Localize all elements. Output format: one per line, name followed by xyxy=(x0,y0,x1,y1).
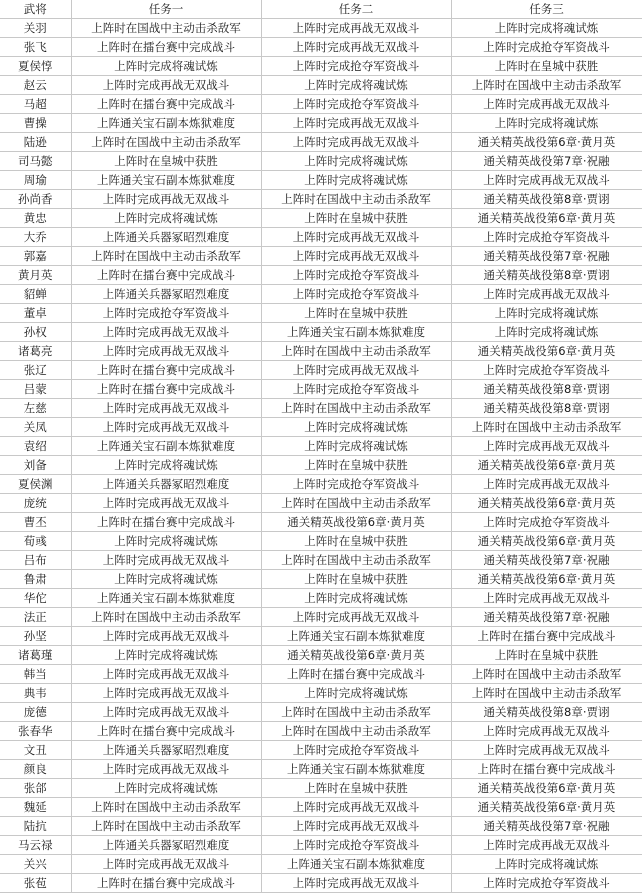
cell-task-2: 上阵时完成再战无双战斗 xyxy=(261,874,451,893)
cell-task-2: 上阵时在皇城中获胜 xyxy=(261,570,451,589)
cell-task-3: 通关精英战役第7章·祝融 xyxy=(451,551,642,570)
cell-task-3: 通关精英战役第8章·贾诩 xyxy=(451,266,642,285)
cell-task-1: 上阵时在擂台赛中完成战斗 xyxy=(71,38,261,57)
cell-task-3: 上阵时在擂台赛中完成战斗 xyxy=(451,627,642,646)
cell-task-1: 上阵时完成将魂试炼 xyxy=(71,646,261,665)
cell-task-2: 上阵时完成抢夺军资战斗 xyxy=(261,741,451,760)
cell-task-2: 上阵时在皇城中获胜 xyxy=(261,209,451,228)
cell-task-1: 上阵时在国战中主动击杀敌军 xyxy=(71,247,261,266)
cell-general: 郭嘉 xyxy=(0,247,71,266)
table-row xyxy=(0,627,642,646)
cell-task-1: 上阵通关兵器冢昭烈难度 xyxy=(71,285,261,304)
cell-general: 庞德 xyxy=(0,703,71,722)
cell-task-1: 上阵通关宝石副本炼狱难度 xyxy=(71,114,261,133)
cell-task-3: 上阵时在国战中主动击杀敌军 xyxy=(451,418,642,437)
cell-task-1: 上阵时完成再战无双战斗 xyxy=(71,684,261,703)
cell-general: 颜良 xyxy=(0,760,71,779)
table-row xyxy=(0,722,642,741)
cell-general: 文丑 xyxy=(0,741,71,760)
cell-task-3: 上阵时在皇城中获胜 xyxy=(451,646,642,665)
cell-task-2: 上阵时完成再战无双战斗 xyxy=(261,817,451,836)
cell-general: 袁绍 xyxy=(0,437,71,456)
table-row xyxy=(0,532,642,551)
cell-task-1: 上阵时完成将魂试炼 xyxy=(71,456,261,475)
table-row xyxy=(0,741,642,760)
table-row xyxy=(0,437,642,456)
table-row xyxy=(0,228,642,247)
cell-task-3: 上阵时在国战中主动击杀敌军 xyxy=(451,76,642,95)
cell-task-3: 上阵时完成再战无双战斗 xyxy=(451,437,642,456)
table-row xyxy=(0,247,642,266)
cell-task-3: 上阵时在擂台赛中完成战斗 xyxy=(451,760,642,779)
cell-general: 关凤 xyxy=(0,418,71,437)
cell-task-2: 上阵时完成再战无双战斗 xyxy=(261,608,451,627)
cell-general: 夏侯渊 xyxy=(0,475,71,494)
header-general: 武将 xyxy=(0,0,71,19)
table-row xyxy=(0,494,642,513)
cell-task-1: 上阵时完成再战无双战斗 xyxy=(71,418,261,437)
cell-task-2: 上阵时完成将魂试炼 xyxy=(261,437,451,456)
cell-task-3: 上阵时完成将魂试炼 xyxy=(451,855,642,874)
cell-task-1: 上阵时完成再战无双战斗 xyxy=(71,627,261,646)
cell-task-1: 上阵时在皇城中获胜 xyxy=(71,152,261,171)
cell-task-1: 上阵通关宝石副本炼狱难度 xyxy=(71,589,261,608)
table-row xyxy=(0,133,642,152)
cell-task-3: 上阵时完成再战无双战斗 xyxy=(451,741,642,760)
cell-general: 吕蒙 xyxy=(0,380,71,399)
table-row xyxy=(0,513,642,532)
cell-task-3: 通关精英战役第8章·贾诩 xyxy=(451,380,642,399)
table-row xyxy=(0,798,642,817)
cell-task-2: 上阵时完成再战无双战斗 xyxy=(261,19,451,38)
cell-general: 黄忠 xyxy=(0,209,71,228)
cell-task-2: 上阵时完成再战无双战斗 xyxy=(261,798,451,817)
cell-task-1: 上阵时完成再战无双战斗 xyxy=(71,665,261,684)
cell-general: 黄月英 xyxy=(0,266,71,285)
cell-task-2: 上阵时在国战中主动击杀敌军 xyxy=(261,399,451,418)
cell-task-2: 上阵时完成再战无双战斗 xyxy=(261,133,451,152)
cell-task-1: 上阵时完成再战无双战斗 xyxy=(71,323,261,342)
cell-task-2: 上阵时在皇城中获胜 xyxy=(261,532,451,551)
cell-task-1: 上阵时在擂台赛中完成战斗 xyxy=(71,95,261,114)
cell-task-1: 上阵时完成再战无双战斗 xyxy=(71,190,261,209)
cell-task-3: 通关精英战役第6章·黄月英 xyxy=(451,532,642,551)
cell-task-1: 上阵时完成将魂试炼 xyxy=(71,57,261,76)
table-row xyxy=(0,399,642,418)
cell-task-3: 上阵时完成再战无双战斗 xyxy=(451,95,642,114)
cell-task-3: 上阵时完成再战无双战斗 xyxy=(451,589,642,608)
table-row xyxy=(0,817,642,836)
cell-general: 夏侯惇 xyxy=(0,57,71,76)
cell-general: 典韦 xyxy=(0,684,71,703)
cell-task-3: 上阵时在国战中主动击杀敌军 xyxy=(451,684,642,703)
cell-general: 孙坚 xyxy=(0,627,71,646)
cell-task-1: 上阵时完成再战无双战斗 xyxy=(71,342,261,361)
table-body xyxy=(0,19,642,893)
cell-task-2: 上阵时在国战中主动击杀敌军 xyxy=(261,190,451,209)
table-row xyxy=(0,38,642,57)
cell-task-1: 上阵通关兵器冢昭烈难度 xyxy=(71,475,261,494)
table-row xyxy=(0,456,642,475)
table-row xyxy=(0,646,642,665)
cell-task-3: 通关精英战役第6章·黄月英 xyxy=(451,209,642,228)
table-row xyxy=(0,190,642,209)
cell-task-2: 上阵时完成将魂试炼 xyxy=(261,76,451,95)
table-row xyxy=(0,608,642,627)
table-row xyxy=(0,703,642,722)
cell-task-2: 上阵时在皇城中获胜 xyxy=(261,456,451,475)
cell-task-1: 上阵时在国战中主动击杀敌军 xyxy=(71,133,261,152)
cell-task-3: 通关精英战役第6章·黄月英 xyxy=(451,779,642,798)
table-row xyxy=(0,114,642,133)
table-row xyxy=(0,57,642,76)
cell-general: 荀彧 xyxy=(0,532,71,551)
cell-task-3: 上阵时完成将魂试炼 xyxy=(451,304,642,323)
cell-task-3: 上阵时完成再战无双战斗 xyxy=(451,285,642,304)
table-row xyxy=(0,570,642,589)
cell-task-2: 上阵通关宝石副本炼狱难度 xyxy=(261,627,451,646)
cell-general: 张郃 xyxy=(0,779,71,798)
cell-general: 韩当 xyxy=(0,665,71,684)
cell-task-2: 上阵时完成抢夺军资战斗 xyxy=(261,95,451,114)
cell-task-3: 上阵时完成再战无双战斗 xyxy=(451,722,642,741)
cell-task-1: 上阵时完成再战无双战斗 xyxy=(71,399,261,418)
cell-task-1: 上阵通关兵器冢昭烈难度 xyxy=(71,741,261,760)
cell-task-3: 上阵时完成将魂试炼 xyxy=(451,19,642,38)
cell-task-3: 通关精英战役第7章·祝融 xyxy=(451,152,642,171)
cell-task-2: 上阵时在国战中主动击杀敌军 xyxy=(261,494,451,513)
cell-task-3: 上阵时在皇城中获胜 xyxy=(451,57,642,76)
cell-task-3: 上阵时完成抢夺军资战斗 xyxy=(451,361,642,380)
cell-task-2: 上阵时完成再战无双战斗 xyxy=(261,114,451,133)
cell-task-2: 上阵通关宝石副本炼狱难度 xyxy=(261,855,451,874)
cell-task-2: 上阵时在皇城中获胜 xyxy=(261,779,451,798)
cell-task-3: 上阵时完成再战无双战斗 xyxy=(451,836,642,855)
cell-task-2: 上阵时在国战中主动击杀敌军 xyxy=(261,722,451,741)
cell-task-1: 上阵时在擂台赛中完成战斗 xyxy=(71,266,261,285)
cell-task-1: 上阵时完成再战无双战斗 xyxy=(71,855,261,874)
cell-task-3: 通关精英战役第6章·黄月英 xyxy=(451,456,642,475)
table-row xyxy=(0,19,642,38)
table-row xyxy=(0,665,642,684)
cell-task-3: 上阵时在国战中主动击杀敌军 xyxy=(451,665,642,684)
cell-task-3: 上阵时完成抢夺军资战斗 xyxy=(451,38,642,57)
cell-task-2: 上阵时完成抢夺军资战斗 xyxy=(261,475,451,494)
cell-task-1: 上阵时在国战中主动击杀敌军 xyxy=(71,798,261,817)
cell-task-2: 上阵时完成将魂试炼 xyxy=(261,152,451,171)
cell-general: 大乔 xyxy=(0,228,71,247)
cell-general: 马超 xyxy=(0,95,71,114)
cell-task-1: 上阵时完成再战无双战斗 xyxy=(71,703,261,722)
table-row xyxy=(0,285,642,304)
cell-general: 陆逊 xyxy=(0,133,71,152)
table-row xyxy=(0,551,642,570)
cell-task-2: 上阵时完成抢夺军资战斗 xyxy=(261,380,451,399)
cell-task-3: 通关精英战役第7章·祝融 xyxy=(451,817,642,836)
cell-task-3: 通关精英战役第6章·黄月英 xyxy=(451,494,642,513)
cell-general: 吕布 xyxy=(0,551,71,570)
header-task-1: 任务一 xyxy=(71,0,261,19)
cell-task-2: 上阵时完成再战无双战斗 xyxy=(261,361,451,380)
cell-task-1: 上阵时在擂台赛中完成战斗 xyxy=(71,722,261,741)
table-row xyxy=(0,209,642,228)
cell-task-3: 通关精英战役第8章·贾诩 xyxy=(451,190,642,209)
cell-task-2: 上阵时完成再战无双战斗 xyxy=(261,38,451,57)
cell-task-3: 上阵时完成抢夺军资战斗 xyxy=(451,874,642,893)
cell-general: 司马懿 xyxy=(0,152,71,171)
cell-general: 诸葛亮 xyxy=(0,342,71,361)
cell-task-1: 上阵时完成将魂试炼 xyxy=(71,532,261,551)
cell-general: 孙权 xyxy=(0,323,71,342)
cell-task-1: 上阵时完成抢夺军资战斗 xyxy=(71,304,261,323)
cell-task-3: 通关精英战役第7章·祝融 xyxy=(451,608,642,627)
cell-task-2: 上阵时完成将魂试炼 xyxy=(261,684,451,703)
table-row xyxy=(0,304,642,323)
cell-general: 马云禄 xyxy=(0,836,71,855)
cell-task-1: 上阵时完成将魂试炼 xyxy=(71,209,261,228)
cell-task-2: 通关精英战役第6章·黄月英 xyxy=(261,646,451,665)
cell-general: 张飞 xyxy=(0,38,71,57)
table-row xyxy=(0,418,642,437)
cell-general: 华佗 xyxy=(0,589,71,608)
cell-general: 曹丕 xyxy=(0,513,71,532)
cell-general: 关羽 xyxy=(0,19,71,38)
table-row xyxy=(0,361,642,380)
cell-task-2: 上阵时在国战中主动击杀敌军 xyxy=(261,703,451,722)
cell-task-1: 上阵通关宝石副本炼狱难度 xyxy=(71,171,261,190)
table-row xyxy=(0,342,642,361)
cell-general: 法正 xyxy=(0,608,71,627)
cell-general: 董卓 xyxy=(0,304,71,323)
cell-general: 孙尚香 xyxy=(0,190,71,209)
header-task-3: 任务三 xyxy=(451,0,642,19)
cell-task-1: 上阵时在擂台赛中完成战斗 xyxy=(71,380,261,399)
cell-general: 左慈 xyxy=(0,399,71,418)
cell-task-2: 上阵时在国战中主动击杀敌军 xyxy=(261,342,451,361)
table-row xyxy=(0,95,642,114)
cell-general: 周瑜 xyxy=(0,171,71,190)
cell-task-3: 上阵时完成再战无双战斗 xyxy=(451,475,642,494)
cell-general: 诸葛瑾 xyxy=(0,646,71,665)
cell-task-2: 上阵时完成抢夺军资战斗 xyxy=(261,266,451,285)
cell-task-1: 上阵时在国战中主动击杀敌军 xyxy=(71,817,261,836)
cell-general: 关兴 xyxy=(0,855,71,874)
table-row xyxy=(0,874,642,893)
cell-task-1: 上阵通关兵器冢昭烈难度 xyxy=(71,228,261,247)
cell-general: 张辽 xyxy=(0,361,71,380)
cell-general: 张春华 xyxy=(0,722,71,741)
cell-task-3: 通关精英战役第7章·祝融 xyxy=(451,247,642,266)
cell-task-3: 上阵时完成抢夺军资战斗 xyxy=(451,228,642,247)
cell-general: 鲁肃 xyxy=(0,570,71,589)
table-row xyxy=(0,266,642,285)
cell-task-2: 上阵时完成将魂试炼 xyxy=(261,418,451,437)
cell-general: 庞统 xyxy=(0,494,71,513)
table-row xyxy=(0,684,642,703)
cell-task-3: 上阵时完成将魂试炼 xyxy=(451,323,642,342)
cell-task-1: 上阵时完成再战无双战斗 xyxy=(71,760,261,779)
cell-task-1: 上阵时完成再战无双战斗 xyxy=(71,76,261,95)
cell-task-1: 上阵时完成将魂试炼 xyxy=(71,570,261,589)
cell-task-2: 上阵时在擂台赛中完成战斗 xyxy=(261,665,451,684)
cell-task-3: 上阵时完成抢夺军资战斗 xyxy=(451,513,642,532)
cell-task-3: 上阵时完成再战无双战斗 xyxy=(451,171,642,190)
cell-task-3: 通关精英战役第6章·黄月英 xyxy=(451,798,642,817)
cell-task-1: 上阵通关宝石副本炼狱难度 xyxy=(71,437,261,456)
cell-general: 魏延 xyxy=(0,798,71,817)
cell-task-3: 通关精英战役第8章·贾诩 xyxy=(451,703,642,722)
cell-task-2: 上阵时完成将魂试炼 xyxy=(261,589,451,608)
cell-task-2: 上阵时完成再战无双战斗 xyxy=(261,228,451,247)
cell-task-1: 上阵通关兵器冢昭烈难度 xyxy=(71,836,261,855)
cell-general: 赵云 xyxy=(0,76,71,95)
cell-task-3: 上阵时完成将魂试炼 xyxy=(451,114,642,133)
cell-task-2: 上阵时在皇城中获胜 xyxy=(261,304,451,323)
cell-general: 张苞 xyxy=(0,874,71,893)
cell-task-1: 上阵时完成再战无双战斗 xyxy=(71,551,261,570)
table-row xyxy=(0,589,642,608)
table-row xyxy=(0,323,642,342)
cell-task-2: 通关精英战役第6章·黄月英 xyxy=(261,513,451,532)
table-row xyxy=(0,475,642,494)
cell-general: 曹操 xyxy=(0,114,71,133)
cell-general: 陆抗 xyxy=(0,817,71,836)
cell-general: 刘备 xyxy=(0,456,71,475)
cell-task-3: 通关精英战役第6章·黄月英 xyxy=(451,570,642,589)
cell-task-2: 上阵时完成将魂试炼 xyxy=(261,171,451,190)
cell-task-2: 上阵时完成抢夺军资战斗 xyxy=(261,57,451,76)
cell-task-2: 上阵时在国战中主动击杀敌军 xyxy=(261,551,451,570)
table-row xyxy=(0,171,642,190)
table-row xyxy=(0,760,642,779)
cell-task-3: 通关精英战役第8章·贾诩 xyxy=(451,399,642,418)
cell-task-1: 上阵时在国战中主动击杀敌军 xyxy=(71,608,261,627)
header-row xyxy=(0,0,642,19)
cell-task-2: 上阵时完成再战无双战斗 xyxy=(261,247,451,266)
table-row xyxy=(0,779,642,798)
table-row xyxy=(0,152,642,171)
table-row xyxy=(0,76,642,95)
cell-task-1: 上阵时在擂台赛中完成战斗 xyxy=(71,513,261,532)
table-row xyxy=(0,855,642,874)
cell-task-2: 上阵时完成抢夺军资战斗 xyxy=(261,285,451,304)
cell-general: 貂蝉 xyxy=(0,285,71,304)
cell-task-3: 通关精英战役第6章·黄月英 xyxy=(451,342,642,361)
cell-task-2: 上阵时完成抢夺军资战斗 xyxy=(261,836,451,855)
cell-task-1: 上阵时在擂台赛中完成战斗 xyxy=(71,874,261,893)
cell-task-1: 上阵时完成将魂试炼 xyxy=(71,779,261,798)
table-row xyxy=(0,380,642,399)
cell-task-1: 上阵时完成再战无双战斗 xyxy=(71,494,261,513)
cell-task-2: 上阵通关宝石副本炼狱难度 xyxy=(261,760,451,779)
header-task-2: 任务二 xyxy=(261,0,451,19)
table-row xyxy=(0,836,642,855)
cell-task-1: 上阵时在擂台赛中完成战斗 xyxy=(71,361,261,380)
cell-task-3: 通关精英战役第6章·黄月英 xyxy=(451,133,642,152)
cell-task-2: 上阵通关宝石副本炼狱难度 xyxy=(261,323,451,342)
cell-task-1: 上阵时在国战中主动击杀敌军 xyxy=(71,19,261,38)
